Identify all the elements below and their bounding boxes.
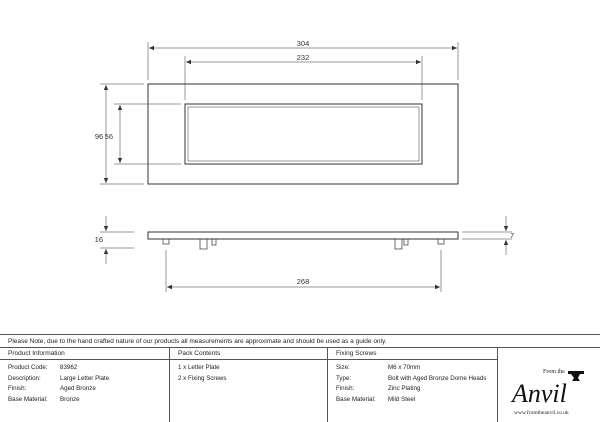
from-the-anvil-logo	[510, 364, 590, 420]
plate-outline	[148, 84, 458, 184]
product-information-heading: Product Information	[0, 348, 169, 360]
plate-side-profile	[148, 232, 458, 239]
disclaimer-note: Please Note, due to the hand crafted nature of our products all measurements are approximate and should be used as a guide only.	[0, 334, 600, 347]
fixing-post-right-tip	[404, 239, 408, 245]
row-label: Finish:	[336, 385, 355, 392]
finish-row	[0, 384, 169, 395]
aperture-outline	[185, 104, 422, 164]
dim-fixing-centres: 268	[296, 277, 310, 286]
row-value: Aged Bronze	[60, 385, 96, 392]
logo-brand: Anvil	[512, 379, 567, 408]
screw-type-row	[328, 374, 497, 385]
row-label: Description:	[8, 374, 41, 382]
product-information-panel	[0, 348, 170, 422]
dim-overall-width: 304	[296, 39, 310, 48]
row-label: Finish:	[8, 385, 27, 392]
pack-contents-panel	[170, 348, 328, 422]
side-lug-left	[163, 239, 169, 244]
row-value: Zinc Plating	[388, 385, 421, 392]
row-value: Bronze	[60, 395, 80, 403]
row-value: 83962	[60, 364, 78, 371]
row-label: Size:	[336, 364, 350, 371]
description-row	[0, 374, 169, 385]
anvil-icon	[568, 371, 584, 381]
row-value: Mild Steel	[388, 395, 416, 403]
base-material-row	[0, 395, 169, 406]
row-label: Type:	[336, 374, 352, 382]
fixing-post-left-tip	[212, 239, 216, 245]
brand-panel	[498, 348, 600, 422]
dim-flange: 7	[510, 231, 515, 240]
fixing-post-right	[395, 239, 402, 249]
row-label: Product Code:	[8, 364, 48, 371]
logo-url: www.fromtheanvil.co.uk	[514, 410, 569, 416]
screw-finish-row	[328, 384, 497, 395]
pack-contents-heading: Pack Contents	[170, 348, 327, 360]
logo-tagline: From the	[543, 369, 565, 375]
front-dimensions	[100, 42, 458, 184]
info-table	[0, 347, 600, 422]
fixing-screws-heading: Fixing Screws	[328, 348, 497, 360]
screw-material-row	[328, 395, 497, 406]
dim-recess-width: 232	[296, 53, 310, 62]
fixing-post-left	[200, 239, 207, 249]
pack-item: 1 x Letter Plate	[178, 364, 220, 371]
dim-overall-height: 96	[94, 131, 104, 141]
screw-size-row	[328, 363, 497, 374]
row-value: Bolt with Aged Bronze Dome Heads	[388, 374, 487, 382]
row-value: M6 x 70mm	[388, 364, 421, 371]
row-label: Base Material:	[8, 395, 48, 403]
front-view	[148, 84, 458, 184]
row-value: Large Letter Plate	[60, 374, 110, 382]
product-code-row	[0, 363, 169, 374]
row-label: Base Material:	[336, 395, 376, 403]
aperture-inner-edge	[188, 107, 419, 161]
pack-item: 2 x Fixing Screws	[178, 374, 227, 382]
side-view	[148, 232, 458, 249]
side-lug-right	[438, 239, 444, 244]
dim-thickness: 16	[94, 235, 103, 244]
fixing-screws-panel	[328, 348, 498, 422]
dim-recess-height: 56	[104, 131, 113, 141]
